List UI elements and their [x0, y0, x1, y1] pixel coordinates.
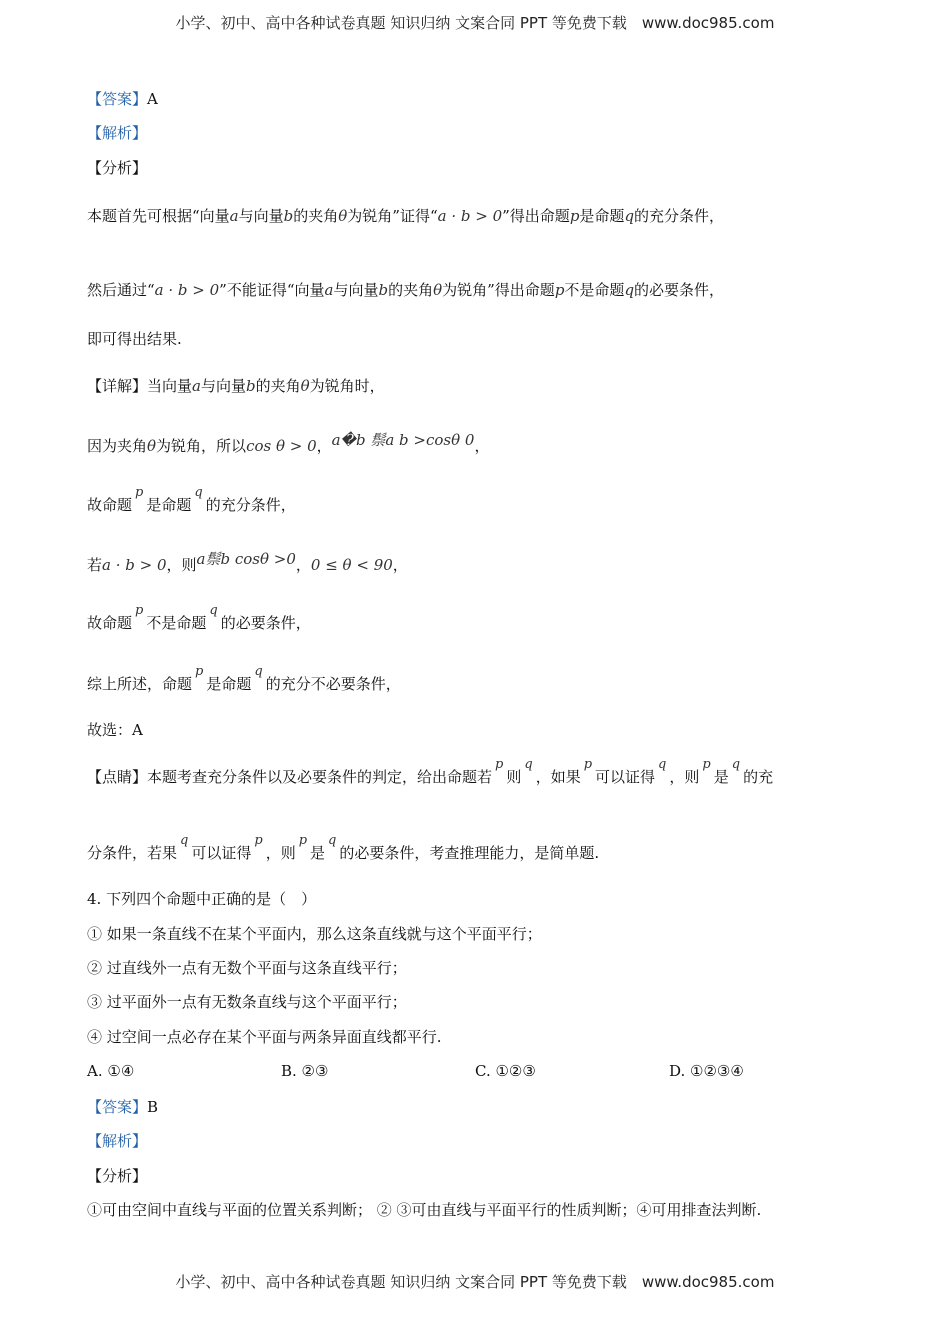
q3-para1: 本题首先可根据“向量a与向量b的夹角θ为锐角”证得“a · b > 0”得出命题p是命题q的充分条件， [87, 207, 725, 225]
q4-fenxi-tag: 【分析】 [87, 1167, 148, 1185]
q3-analysis-tag: 【解析】 [87, 124, 148, 142]
q3-para2: 然后通过“a · b > 0”不能证得“向量a与向量b的夹角θ为锐角”得出命题p不是命题q的必要条件， [87, 281, 725, 299]
q3-fenxi-tag: 【分析】 [87, 159, 148, 177]
q3-line7: 若a · b > 0，则a鬃b cosθ >0，0 ≤ θ < 90， [87, 550, 408, 574]
q4-fenxi-text: ①可由空间中直线与平面的位置关系判断； ② ③可由直线与平面平行的性质判断；④可用排查法判断. [87, 1201, 762, 1219]
q3-detail: 【详解】当向量a与向量b的夹角θ为锐角时， [87, 377, 385, 395]
q4-analysis-tag: 【解析】 [87, 1132, 148, 1150]
q4-item-4: ④ 过空间一点必存在某个平面与两条异面直线都平行. [87, 1028, 442, 1046]
q3-line10: 故选：A [87, 721, 143, 739]
q3-line5: 因为夹角θ为锐角，所以cos θ > 0，a�b 鬃a b >cosθ 0， [87, 431, 490, 455]
q4-item-1: ① 如果一条直线不在某个平面内，那么这条直线就与这个平面平行； [87, 925, 542, 943]
page-header: 小学、初中、高中各种试卷真题 知识归纳 文案合同 PPT 等免费下载 www.doc985.com [175, 14, 775, 32]
q4-item-3: ③ 过平面外一点有无数条直线与这个平面平行； [87, 993, 407, 1011]
q4-option-a: A. ①④ [87, 1062, 135, 1080]
q3-line9: 综上所述，命题p是命题q的充分不必要条件， [87, 664, 401, 693]
q3-line8: 故命题p不是命题q的必要条件， [87, 603, 311, 632]
q4-option-d: D. ①②③④ [669, 1062, 744, 1080]
q4-stem: 4. 下列四个命题中正确的是（ ） [87, 890, 317, 908]
q3-para3: 即可得出结果. [87, 330, 182, 348]
q4-answer: 【答案】B [87, 1098, 159, 1116]
q4-option-c: C. ①②③ [475, 1062, 536, 1080]
q3-tip2: 分条件，若果q可以证得p，则p是q的必要条件，考查推理能力，是简单题. [87, 833, 600, 862]
q4-option-b: B. ②③ [281, 1062, 329, 1080]
q3-answer: 【答案】A [87, 90, 158, 108]
q3-line6: 故命题p是命题q的充分条件， [87, 485, 296, 514]
q3-tip1: 【点睛】本题考查充分条件以及必要条件的判定，给出命题若p则q，如果p可以证得q，则p是q的充 [87, 757, 774, 786]
page-footer: 小学、初中、高中各种试卷真题 知识归纳 文案合同 PPT 等免费下载 www.doc985.com [175, 1273, 775, 1291]
q4-item-2: ② 过直线外一点有无数个平面与这条直线平行； [87, 959, 407, 977]
